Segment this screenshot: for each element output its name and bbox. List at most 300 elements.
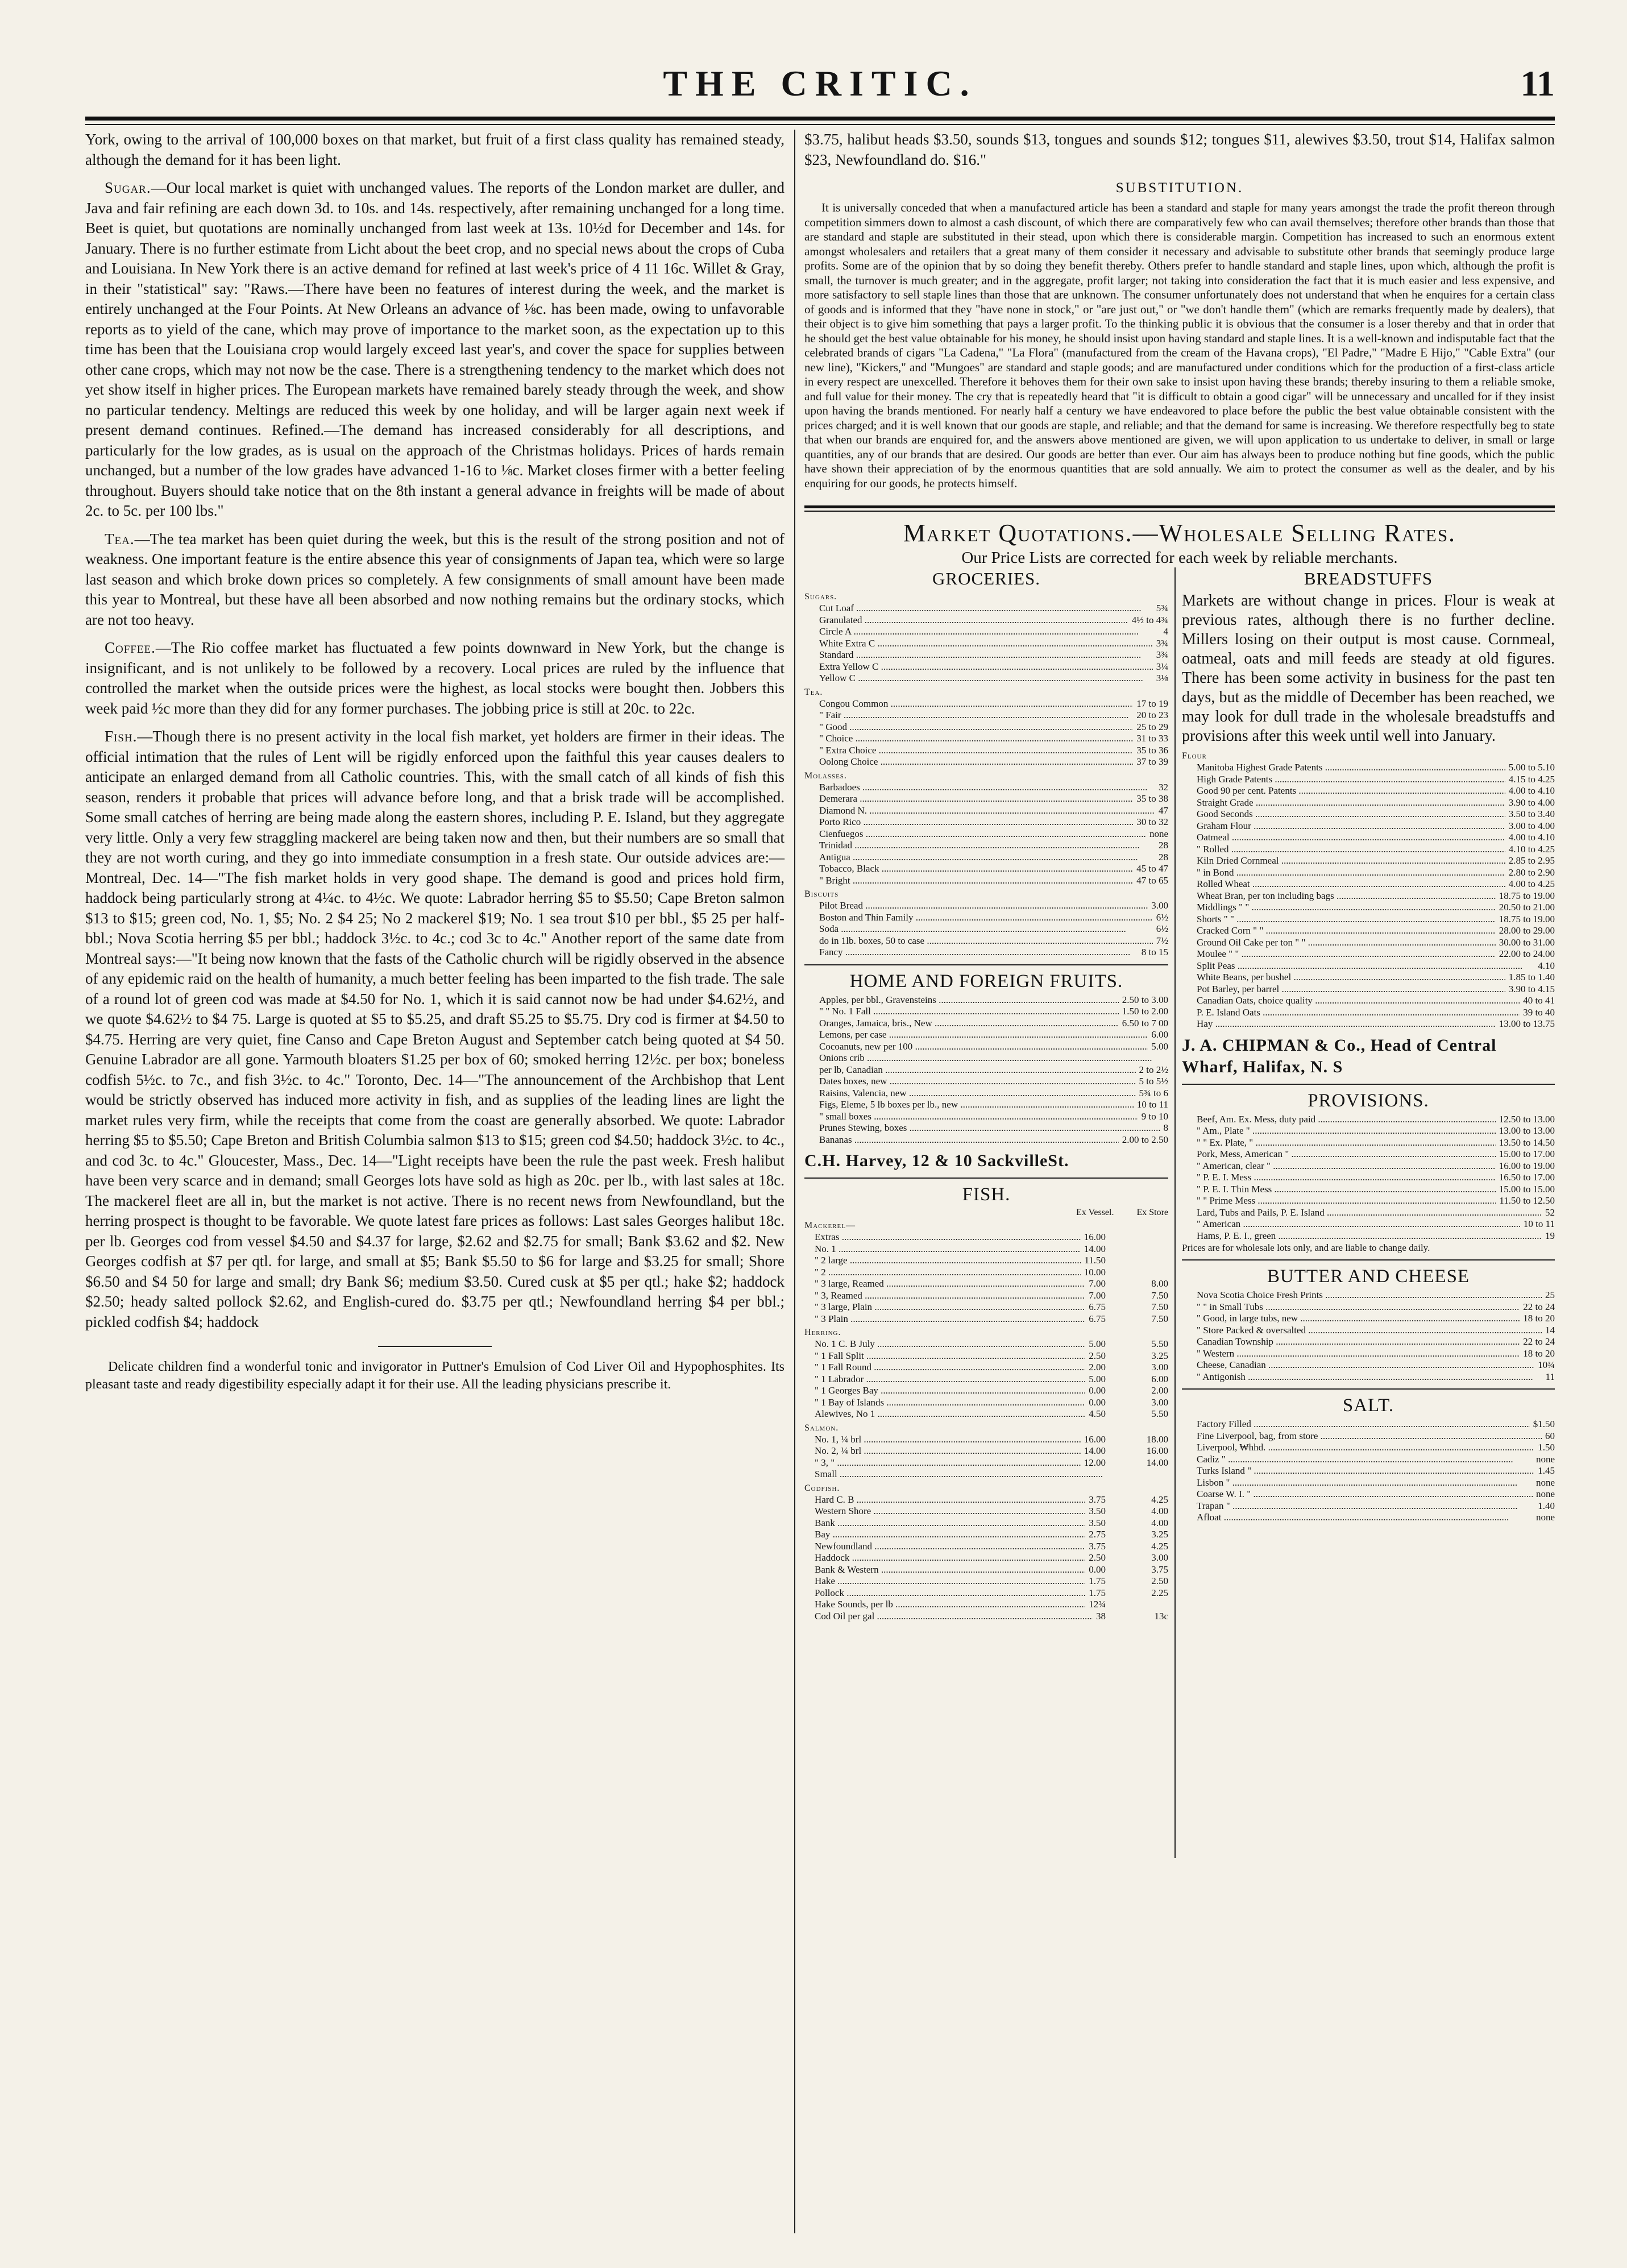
price-value: 6½ [1156,923,1168,934]
report-text: York, owing to the arrival of 100,000 boxes on that market, but fruit of a first class quality has remained steady, although the demand for it has been light. [85,131,785,168]
price-row [1182,1336,1555,1348]
price-value: 7.00 [1089,1290,1106,1301]
price-item: " 3, " ..... [804,1457,1081,1469]
price-value: 28.00 to 29.00 [1499,925,1555,936]
price-row [804,1434,1168,1446]
price-row [804,840,1168,852]
price-value: 3.00 [1151,900,1168,911]
groceries-title: GROCERIES. [932,569,1040,588]
breadstuffs-title: BREADSTUFFS [1304,569,1433,588]
price-value-store: 3.00 [1151,1396,1168,1408]
price-value: 32 [1159,781,1168,793]
price-value: 45 to 47 [1136,863,1168,874]
price-value-store [1106,1232,1168,1243]
price-value-store: 2.00 [1151,1385,1168,1396]
price-item: Pot Barley, per barrel ..... [1182,984,1505,996]
price-value: 0.00 [1089,1564,1106,1575]
price-value: 40 to 41 [1523,995,1555,1006]
price-item: Haddock ..... [804,1552,1085,1564]
price-item: Fine Liverpool, bag, from store ..... [1182,1431,1542,1442]
price-row [804,756,1168,768]
price-value: 2.80 to 2.90 [1508,866,1555,878]
price-row [1182,844,1555,856]
price-row [1182,948,1555,960]
price-item: Congou Common ..... [804,698,1133,710]
price-item: Good Seconds ..... [1182,808,1505,820]
price-value: 22.00 to 24.00 [1499,948,1555,959]
price-item: " 1 Labrador ..... [804,1374,1085,1386]
price-value: 4.00 to 4.10 [1508,832,1555,843]
report-paragraph [85,638,785,719]
price-row [1182,855,1555,867]
price-item: Rolled Wheat ..... [1182,878,1505,890]
price-item: No. 1 C. B July ..... [804,1338,1085,1350]
price-item: Yellow C ..... [804,673,1153,685]
price-row [1182,1313,1555,1325]
report-paragraph [85,178,785,521]
price-value: 2.50 [1089,1552,1106,1563]
price-item: " Bright ..... [804,875,1133,887]
report-text: —Though there is no present activity in the local fish market, yet holders are firmer in their ideas. The official intimation that the rules of Lent will be rigidly enforced upon the faithful this year causes dealers to anticipate an enlarged demand from all Catholic countries. This, with the small catch of all kinds of fish this season, renders it probable that prices will advance before long, and that a brisk trade will be accomplished. Some small catches of herring are being made along the eastern shores, including P. E. Island, but they aggregate very little. Only a very few straggling mackerel are being taken now and then, but their numbers are so small that they are not worth curing, and they go into immediate consumption in a fresh state. Our outside advices are:—Montreal, Dec. 14—"The fish market holds in very good shape. The demand is good and prices hold firm, haddock being particularly strong at 4¼c. to 4½c. We quote: Labrador herring $5 to $5.50; Cape Breton salmon $13 to $15; green cod, No. 1, $5; No. 2 $4 25; No 2 mackerel $19; No. 1 sea trout $10 per bbl., $5 25 per half-bbl.; Nova Scotia herring $5 per bbl.; haddock 3½c. to 4c.; cod 3c to 4c." Another report of the same date from Montreal says:—"It being now known that the fasts of the Catholic church will be rigidly observed in the absence of any epidemic raid on the health of humanity, a much better feeling has been imparted to the fish trade. The sale of a round lot of green cod was made at $4.50 for No. 1, which it is said cannot now be had under $4.62½, and we quote $4.62½ to $4 75. Large is quoted at $5 to $5.25, and draft $5.25 to $5.75. Dry cod is firmer at $4.50 to $4.75. Herring are very quiet, fine Canso and Cape Breton August and September catch being quoted at $4 50. Genuine Labrador are all gone. Yarmouth bloaters $1.25 per box of 60; smoked herring 12½c. per box; boneless codfish 5½c. to 7c., and fish 3½c. to 4c." Toronto, Dec. 14—"The announcement of the Archbishop that Lent would be strictly observed has induced more activity in fish, and as supplies of the leading lines are light the market rules very firm, while the receipts that come from the coast are generally absorbed. We quote: Labrador herring $5 to $5.50; Cape Breton and British Columbia salmon $13 to $15; green cod $4.50; haddock 3½c. to 4c., and cod 3c. to 4c." Gloucester, Mass., Dec. 14—"Light receipts have been the rule the past week. Fresh halibut have been very scarce and in demand; small Georges lots have sold as high as 20c. per lb., with last sales at 18c. The mackerel fleet are all in, but the market is not active. There is no recent news from Newfoundland, but the herring prospect is thought to be favorable. We quote latest fare prices as follows: Last sales Georges halibut 18c. per lb. Georges cod from vessel $4.50 and $4.37 for large, $2.62 and $2.75 for small; Bank $3.62 and $2. New Georges codfish at $7 per qtl. for large, and small at $5; Bank $5.50 to $6 for large and $3.25 for small; Shore $6.50 and $4 50 for large and small; dry Bank $6; medium $3.50. Cured cusk at $5 per qtl.; hake $2; haddock $2.50; heady salted pollock $2.62, and English-cured do. $3.75 per qtl.; Newfoundland herring $4 per bbl.; pickled codfish $4; haddock [85,728,785,1330]
price-item: Pollock ..... [804,1587,1085,1599]
section-rule [1182,1084,1555,1085]
market-title: Market Quotations.—Wholesale Selling Rates. [903,519,1456,547]
price-value: 6.00 [1151,1029,1168,1040]
price-row [804,852,1168,864]
price-item: No. 1 ..... [804,1243,1081,1255]
price-item: Hams, P. E. I., green ..... [1182,1230,1542,1242]
price-row [804,816,1168,828]
price-row [1182,762,1555,774]
price-value: 3.00 to 4.00 [1508,820,1555,831]
price-item: Fancy ..... [804,947,1138,959]
price-row [804,615,1168,627]
price-category: Tea. [804,687,823,697]
price-row [804,1541,1168,1553]
price-value: 3¼ [1156,661,1168,672]
price-value: 15.00 to 17.00 [1499,1148,1555,1159]
masthead-rule-thin [85,124,1555,125]
price-value-store: 3.00 [1151,1362,1168,1373]
price-row [1182,960,1555,972]
price-value: 2.00 [1089,1362,1106,1373]
price-item: Straight Grade ..... [1182,797,1505,809]
price-item: " American, clear " ..... [1182,1160,1496,1172]
price-item: " Good, in large tubs, new ..... [1182,1313,1520,1325]
page-number: 11 [1520,63,1555,103]
price-item: Pilot Bread ..... [804,900,1148,912]
price-item: Western Shore ..... [804,1506,1085,1517]
report-heading: Fish. [105,728,138,745]
price-row [1182,1125,1555,1137]
price-value-store: 18.00 [1146,1433,1168,1445]
price-row [804,923,1168,935]
market-reports [85,130,785,1332]
price-value: 13.00 to 13.00 [1499,1125,1555,1136]
price-item: " 2 large ..... [804,1255,1081,1267]
price-row [804,733,1168,745]
price-item: Bank ..... [804,1517,1085,1529]
price-value: 3.75 [1089,1540,1106,1552]
price-item: High Grade Patents ..... [1182,774,1505,786]
price-row [1182,1371,1555,1383]
price-value: none [1149,828,1168,839]
price-value: 3⅛ [1156,673,1168,683]
price-item: Circle A ..... [804,626,1160,638]
report-heading: Coffee. [105,639,156,656]
price-row [1182,1431,1555,1442]
price-value-store: 7.50 [1151,1313,1168,1324]
price-value: 12¾ [1089,1599,1106,1610]
price-item: Afloat ..... [1182,1512,1533,1524]
price-value-store: 3.25 [1151,1529,1168,1540]
price-row [1182,1477,1555,1489]
price-value-store: 4.00 [1151,1517,1168,1528]
price-value: 18 to 20 [1523,1347,1555,1359]
price-item: " Good ..... [804,722,1133,733]
price-value: 35 to 36 [1136,744,1168,756]
quotations-right [1182,567,1555,1524]
price-value-store: 4.00 [1151,1506,1168,1516]
price-item: " P. E. I. Mess ..... [1182,1172,1496,1184]
price-item: Apples, per bbl., Gravensteins ..... [804,994,1119,1006]
price-item: Extras ..... [804,1232,1081,1243]
price-row [1182,785,1555,797]
price-value: 1.75 [1089,1575,1106,1586]
fish-col-vessel: Ex Vessel. [1076,1208,1114,1217]
price-item: Figs, Eleme, 5 lb boxes per lb., new ..... [804,1099,1134,1111]
price-row [1182,808,1555,820]
price-item: " " Ex. Plate, " ..... [1182,1137,1496,1149]
price-row [1182,1500,1555,1512]
price-item: Kiln Dried Cornmeal ..... [1182,855,1505,867]
price-row [1182,1348,1555,1360]
price-item: Wheat Bran, per ton including bags ..... [1182,890,1496,902]
price-value: 16.50 to 17.00 [1499,1172,1555,1183]
price-item: Alewives, No 1 ..... [804,1408,1085,1420]
price-value: 30.00 to 31.00 [1499,936,1555,948]
price-value: 0.00 [1089,1396,1106,1408]
price-value: 4½ to 4¾ [1131,614,1168,625]
price-item: Boston and Thin Family ..... [804,912,1153,924]
price-row [804,1599,1168,1611]
price-row [1182,1454,1555,1466]
column-divider [794,130,795,2233]
price-item: No. 2, ¼ brl ..... [804,1445,1081,1457]
price-row [804,1552,1168,1564]
price-value: none [1535,1488,1555,1499]
price-value: 10¾ [1538,1359,1555,1370]
price-item: Moulee " " ..... [1182,948,1496,960]
price-item: Cienfuegos ..... [804,828,1146,840]
price-row [804,1232,1168,1243]
price-item: Factory Filled ..... [1182,1419,1530,1431]
price-row [804,1564,1168,1576]
price-item: " 1 Georges Bay ..... [804,1385,1085,1397]
section-rule [378,1346,492,1347]
price-row [804,1611,1168,1623]
price-value-store [1106,1469,1168,1481]
price-value: 17 to 19 [1136,698,1168,709]
price-row [804,828,1168,840]
report-text: —The tea market has been quiet during the week, but this is the result of the strong position and not of weakness. One important feature is the entire absence this year of consignments of Japan tea, which were so large last season and which broke down prices so completely. A few consignments of small amount have been made this year to Montreal, but these have all been absorbed and now nothing remains but the ordinary stocks, which are not too heavy. [85,530,785,628]
price-item: Trapan " ..... [1182,1500,1534,1512]
substitution-text: It is universally conceded that when a manufactured article has been a standard and staple for many years amongst the trade the profit thereon through competition simmers down to almost a cash discount, of which there are comparatively few who can avail themselves; therefore other brands than those that are standard and staple are substituted in their stead, upon which there is considerable margin. Competition has increased to such an enormous extent amongst wholesalers and retailers that a great many of them consider it necessary and advisable to substitute other brands that seemingly produce large profits. Some are of the opinion that by so doing they benefit thereby. Others prefer to handle standard and staple lines, upon which, although the profit is small, the turnover is much greater; and in the aggregate, profit larger; not taking into consideration the fact that it is much easier and less expensive, and more satisfactory to sell staple lines than those that are unknown. The consumer unfortunately does not understand that when he enquires for a certain class of goods and is informed that they "have none in stock," or "are just out," or "we don't handle them" (which are remarks frequently made by dealers), that their object is to give him something that pays a larger profit. To the thinking public it is obvious that the consumer is a loser thereby and that in order that he should get the best value obtainable for his money, he should insist upon having standard and staple lines. It is a well-known and indisputable fact that the celebrated brands of cigars "La Cadena," "La Flora" (manufactured from the cream of the Havana crops), "El Padre," "Madre E Hijo," "Cable Extra" (our new line), "Kickers," and "Mungoes" are standard and staple goods; and are manufactured under conditions which for the production of a first-class article in every respect are unexcelled. Therefore it behoves them for their own sake to insist upon having these brands; thereby insuring to them a reliable smoke, and full value for their money. The cry that is repeatedly heard that "it is difficult to obtain a good cigar" will be unnecessary and uncalled for if they insist upon having the brands mentioned. For nearly half a century we have endeavored to place before the public the best value obtainable consistent with the prices charged; and it is well known that our goods are staple, and reliable; and that the demand for same is increasing. We therefore respectfully beg to state that when our brands are enquired for, and the answers above mentioned are given, we will upon application to us undertake to deliver, in small or large quantities, any of our brands that are desired. Our goods are better than ever. Our aim has always been to produce nothing but fine goods, which the public have shown their appreciation of by the enormous quantities that are sold annually. We aim to protect the consumer as well as the dealer, and by his enquiring for our goods, he protects himself. [804,201,1555,490]
price-item: Oranges, Jamaica, bris., New ..... [804,1018,1119,1030]
price-value-store: 7.50 [1151,1290,1168,1301]
price-value: 1.50 [1538,1442,1555,1453]
price-value-store: 2.50 [1151,1575,1168,1586]
price-value: 4.10 to 4.25 [1508,843,1555,855]
price-value: 3¾ [1156,649,1168,660]
price-value: 1.45 [1538,1465,1555,1476]
price-value: 2.00 to 2.50 [1122,1134,1168,1145]
price-item: " 2 ..... [804,1267,1081,1279]
masthead [85,31,1555,117]
price-value: 11.50 [1084,1255,1106,1266]
price-row [804,805,1168,817]
price-value: 4.00 to 4.10 [1508,785,1555,796]
price-row [804,1575,1168,1587]
price-item: " 1 Fall Round ..... [804,1362,1085,1374]
price-value: 7½ [1156,935,1168,946]
price-item: " 3 large, Plain ..... [804,1301,1085,1313]
butter-cheese-list [1182,1290,1555,1383]
quotations-left [804,567,1168,1622]
report-heading: Tea. [105,530,135,548]
price-row [804,1099,1168,1111]
section-rule [1182,1388,1555,1390]
price-row [1182,1359,1555,1371]
price-row [804,1122,1168,1134]
price-row [804,1385,1168,1397]
price-row [1182,1290,1555,1301]
price-item: Cheese, Canadian ..... [1182,1359,1534,1371]
price-item: Raisins, Valencia, new ..... [804,1088,1136,1100]
section-rule [1182,1259,1555,1261]
fruits-list [804,994,1168,1146]
price-category: Salmon. [804,1423,839,1433]
price-item: Beef, Am. Ex. Mess, duty paid ..... [1182,1114,1496,1126]
price-item: Hake Sounds, per lb ..... [804,1599,1085,1611]
report-paragraph [85,130,785,170]
price-item: " small boxes ..... [804,1111,1138,1123]
price-row [804,1243,1168,1255]
price-row [804,603,1168,615]
price-row [1182,1148,1555,1160]
price-row [1182,914,1555,926]
price-row [804,626,1168,638]
price-value: none [1535,1512,1555,1523]
price-item: Bay ..... [804,1529,1085,1541]
price-item: Hake ..... [804,1575,1085,1587]
report-text: —Our local market is quiet with unchanged values. The reports of the London market are duller, and Java and fair refining are each down 3d. to 10s. and 14s. respectively, after remaining unchanged for a long time. Beet is quiet, but quotations are nominally unchanged from last week at 13s. 10½d for December and 14s. for January. There is no further estimate from Licht about the beet crop, and no special news about the crops of Cuba and Louisiana. In New York there is an active demand for refined at last week's price of 4 11 16c. Willet & Gray, in their "statistical" say: "Raws.—There have been no features of interest during the week, and the market is entirely unchanged at the Four Points. At New Orleans an advance of ⅛c. has been made, owing to unfavorable reports as to yield of the cane, which may prove of importance to the market soon, as the expectation up to this time has been that the Louisiana crop would largely exceed last year's, and cover the space for supplies between other cane crops, which may not now be the case. There is a strengthening tendency to the market which does not yet show itself in higher prices. The European markets have remained barely steady through the week, and show no particular tendency. Meltings are reduced this week by one holiday, and will be larger again next week if present demand continues. Refined.—The demand has increased considerably for all descriptions, and particularly for the low grades, as is usual on the approach of the Christmas holidays. Prices of hards remain unchanged, but a number of the low grades have advanced 1-16 to ⅛c. Market closes firmer with a better feeling throughout. Buyers should take notice that on the 8th instant a general advance in freights will be made of about 2c. to 5c. per 100 lbs." [85,179,785,519]
price-item: " Rolled ..... [1182,844,1505,856]
price-value-store: 3.00 [1151,1552,1168,1563]
price-row [804,1350,1168,1362]
price-item: " " Prime Mess ..... [1182,1195,1496,1207]
price-row [1182,1465,1555,1477]
right-column [804,130,1555,2233]
price-row [804,793,1168,805]
price-value: 47 [1159,805,1168,816]
price-category: Biscuits [804,889,839,899]
price-row [1182,995,1555,1007]
price-item: Trinidad ..... [804,840,1155,852]
section-rule [804,505,1555,508]
price-row [1182,1230,1555,1242]
price-item: Lemons, per case ..... [804,1029,1148,1041]
price-value: 5 to 5½ [1139,1076,1168,1087]
price-value: 11 [1545,1371,1555,1382]
price-value: 6.75 [1089,1313,1106,1324]
price-row [804,1457,1168,1469]
price-value: $1.50 [1533,1419,1555,1429]
price-row [804,1313,1168,1325]
price-item: Dates boxes, new ..... [804,1076,1136,1088]
price-item: Soda ..... [804,923,1153,935]
price-value-store [1106,1243,1168,1255]
price-value: 10 to 11 [1136,1099,1168,1110]
price-value: 12.50 to 13.00 [1499,1113,1555,1125]
price-row [1182,890,1555,902]
price-item: " P. E. I. Thin Mess ..... [1182,1184,1496,1196]
price-item: do in 1lb. boxes, 50 to case ..... [804,935,1153,947]
price-row [804,745,1168,757]
price-item: Granulated ..... [804,615,1128,627]
price-row [804,1362,1168,1374]
price-row [804,1529,1168,1541]
price-value: 19 [1545,1230,1555,1241]
price-value-store [1106,1255,1168,1267]
price-item: Oolong Choice ..... [804,756,1133,768]
price-item: " Choice ..... [804,733,1133,745]
price-value: 5¾ [1156,603,1168,613]
price-category: Codfish. [804,1483,840,1493]
price-value: 31 to 33 [1136,733,1168,744]
price-item: Cod Oil per gal ..... [804,1611,1093,1623]
price-value: 30 to 32 [1136,816,1168,827]
price-row [804,638,1168,650]
fish-column-headers [804,1208,1168,1218]
price-value: 6½ [1156,911,1168,923]
price-row [804,1587,1168,1599]
price-value: 10.00 [1084,1266,1106,1278]
price-value: 3¾ [1156,637,1168,649]
price-value: 3.90 to 4.15 [1508,983,1555,994]
fruits-merchant: C.H. Harvey, 12 & 10 SackvilleSt. [804,1151,1069,1170]
price-value: 47 to 65 [1136,874,1168,886]
price-item: Bank & Western ..... [804,1564,1085,1576]
provisions-note: Prices are for wholesale lots only, and are liable to change daily. [1182,1242,1430,1253]
price-item: " Extra Choice ..... [804,745,1133,757]
price-item: Middlings " " ..... [1182,902,1496,914]
price-row [1182,1184,1555,1196]
price-row [804,1255,1168,1267]
price-row [1182,925,1555,937]
price-item: " Western ..... [1182,1348,1520,1360]
price-item: Ground Oil Cake per ton " " ..... [1182,937,1496,949]
price-row [804,1338,1168,1350]
price-row [1182,1218,1555,1230]
price-value: 5.00 to 5.10 [1508,762,1555,773]
price-value: 37 to 39 [1136,756,1168,767]
price-item: " 3 large, Reamed ..... [804,1278,1085,1290]
price-item: Diamond N. ..... [804,805,1155,817]
price-value: 35 to 38 [1136,793,1168,804]
price-item: " 3, Reamed ..... [804,1290,1085,1302]
report-heading: Sugar. [105,179,151,196]
price-item: P. E. Island Oats ..... [1182,1007,1520,1019]
report-paragraph [85,727,785,1332]
price-value: 14 [1545,1324,1555,1336]
price-row [804,673,1168,685]
price-value: 5.00 [1089,1373,1106,1384]
price-item: Demerara ..... [804,793,1133,805]
price-category: Herring. [804,1328,841,1337]
masthead-rule [85,117,1555,121]
fish-report-continuation: $3.75, halibut heads $3.50, sounds $13, tongues and sounds $12; tongues $11, alewives $3.50, trout $14, Halifax salmon $23, Newfoundland do. $16." [804,131,1555,168]
price-value: 3.50 to 3.40 [1508,808,1555,819]
price-value: 2.50 [1089,1350,1106,1361]
price-value: 15.00 to 15.00 [1499,1183,1555,1195]
section-rule [804,1177,1168,1179]
price-value: 13.50 to 14.50 [1499,1137,1555,1148]
fish-title: FISH. [962,1184,1011,1205]
price-value: 1.40 [1538,1500,1555,1511]
price-row [804,1052,1168,1064]
price-row [804,722,1168,733]
price-row [804,1445,1168,1457]
price-row [804,994,1168,1006]
price-item: " American ..... [1182,1218,1520,1230]
price-value: 13.00 to 13.75 [1499,1018,1555,1029]
price-value: 60 [1545,1430,1555,1441]
price-value: 39 to 40 [1523,1006,1555,1018]
price-item: Standard ..... [804,649,1153,661]
newspaper-title: THE CRITIC. [663,63,977,103]
price-row [804,1111,1168,1123]
emulsion-advert: Delicate children find a wonderful tonic and invigorator in Puttner's Emulsion of Cod Liver Oil and Hypophosphites. Its pleasant taste and ready digestibility especially adapt it for their use. All the leading physicians prescribe it. [85,1359,785,1392]
flour-list [1182,751,1555,1030]
price-item: White Beans, per bushel ..... [1182,972,1505,984]
price-row [804,900,1168,912]
price-item: Pork, Mess, American " ..... [1182,1148,1496,1160]
price-value: 28 [1159,851,1168,863]
price-row [804,1517,1168,1529]
breadstuffs-merchant: J. A. CHIPMAN & Co., Head of Central Wharf, Halifax, N. S [1182,1035,1497,1076]
left-column [85,130,785,2233]
price-value: 0.00 [1089,1385,1106,1396]
price-row [1182,1114,1555,1126]
price-row [804,1267,1168,1279]
price-item: Hard C. B ..... [804,1494,1085,1506]
market-quotations [804,519,1555,1875]
price-value: 5.00 [1151,1040,1168,1052]
substitution-notice [804,180,1555,491]
price-row [804,661,1168,673]
price-item: Manitoba Highest Grade Patents ..... [1182,762,1505,774]
salt-list [1182,1419,1555,1524]
market-subtitle: Our Price Lists are corrected for each week by reliable merchants. [961,549,1398,567]
price-item: Turks Island " ..... [1182,1465,1534,1477]
price-row [804,1506,1168,1517]
price-value: 3.90 to 4.00 [1508,797,1555,808]
report-text: —The Rio coffee market has fluctuated a few points downward in New York, but the change is insignificant, and is not unlikely to be followed by a recovery. Local prices are ruled by the influence that controlled the market when the outside prices were the highest, as local stocks were bought then. Jobbers this week paid ½c more than they did for any former purchases. The jobbing price is still at 20c. to 22c. [85,639,785,717]
price-item: " Store Packed & oversalted ..... [1182,1325,1542,1337]
price-item: No. 1, ¼ brl ..... [804,1434,1081,1446]
price-value: 16.00 to 19.00 [1499,1160,1555,1171]
